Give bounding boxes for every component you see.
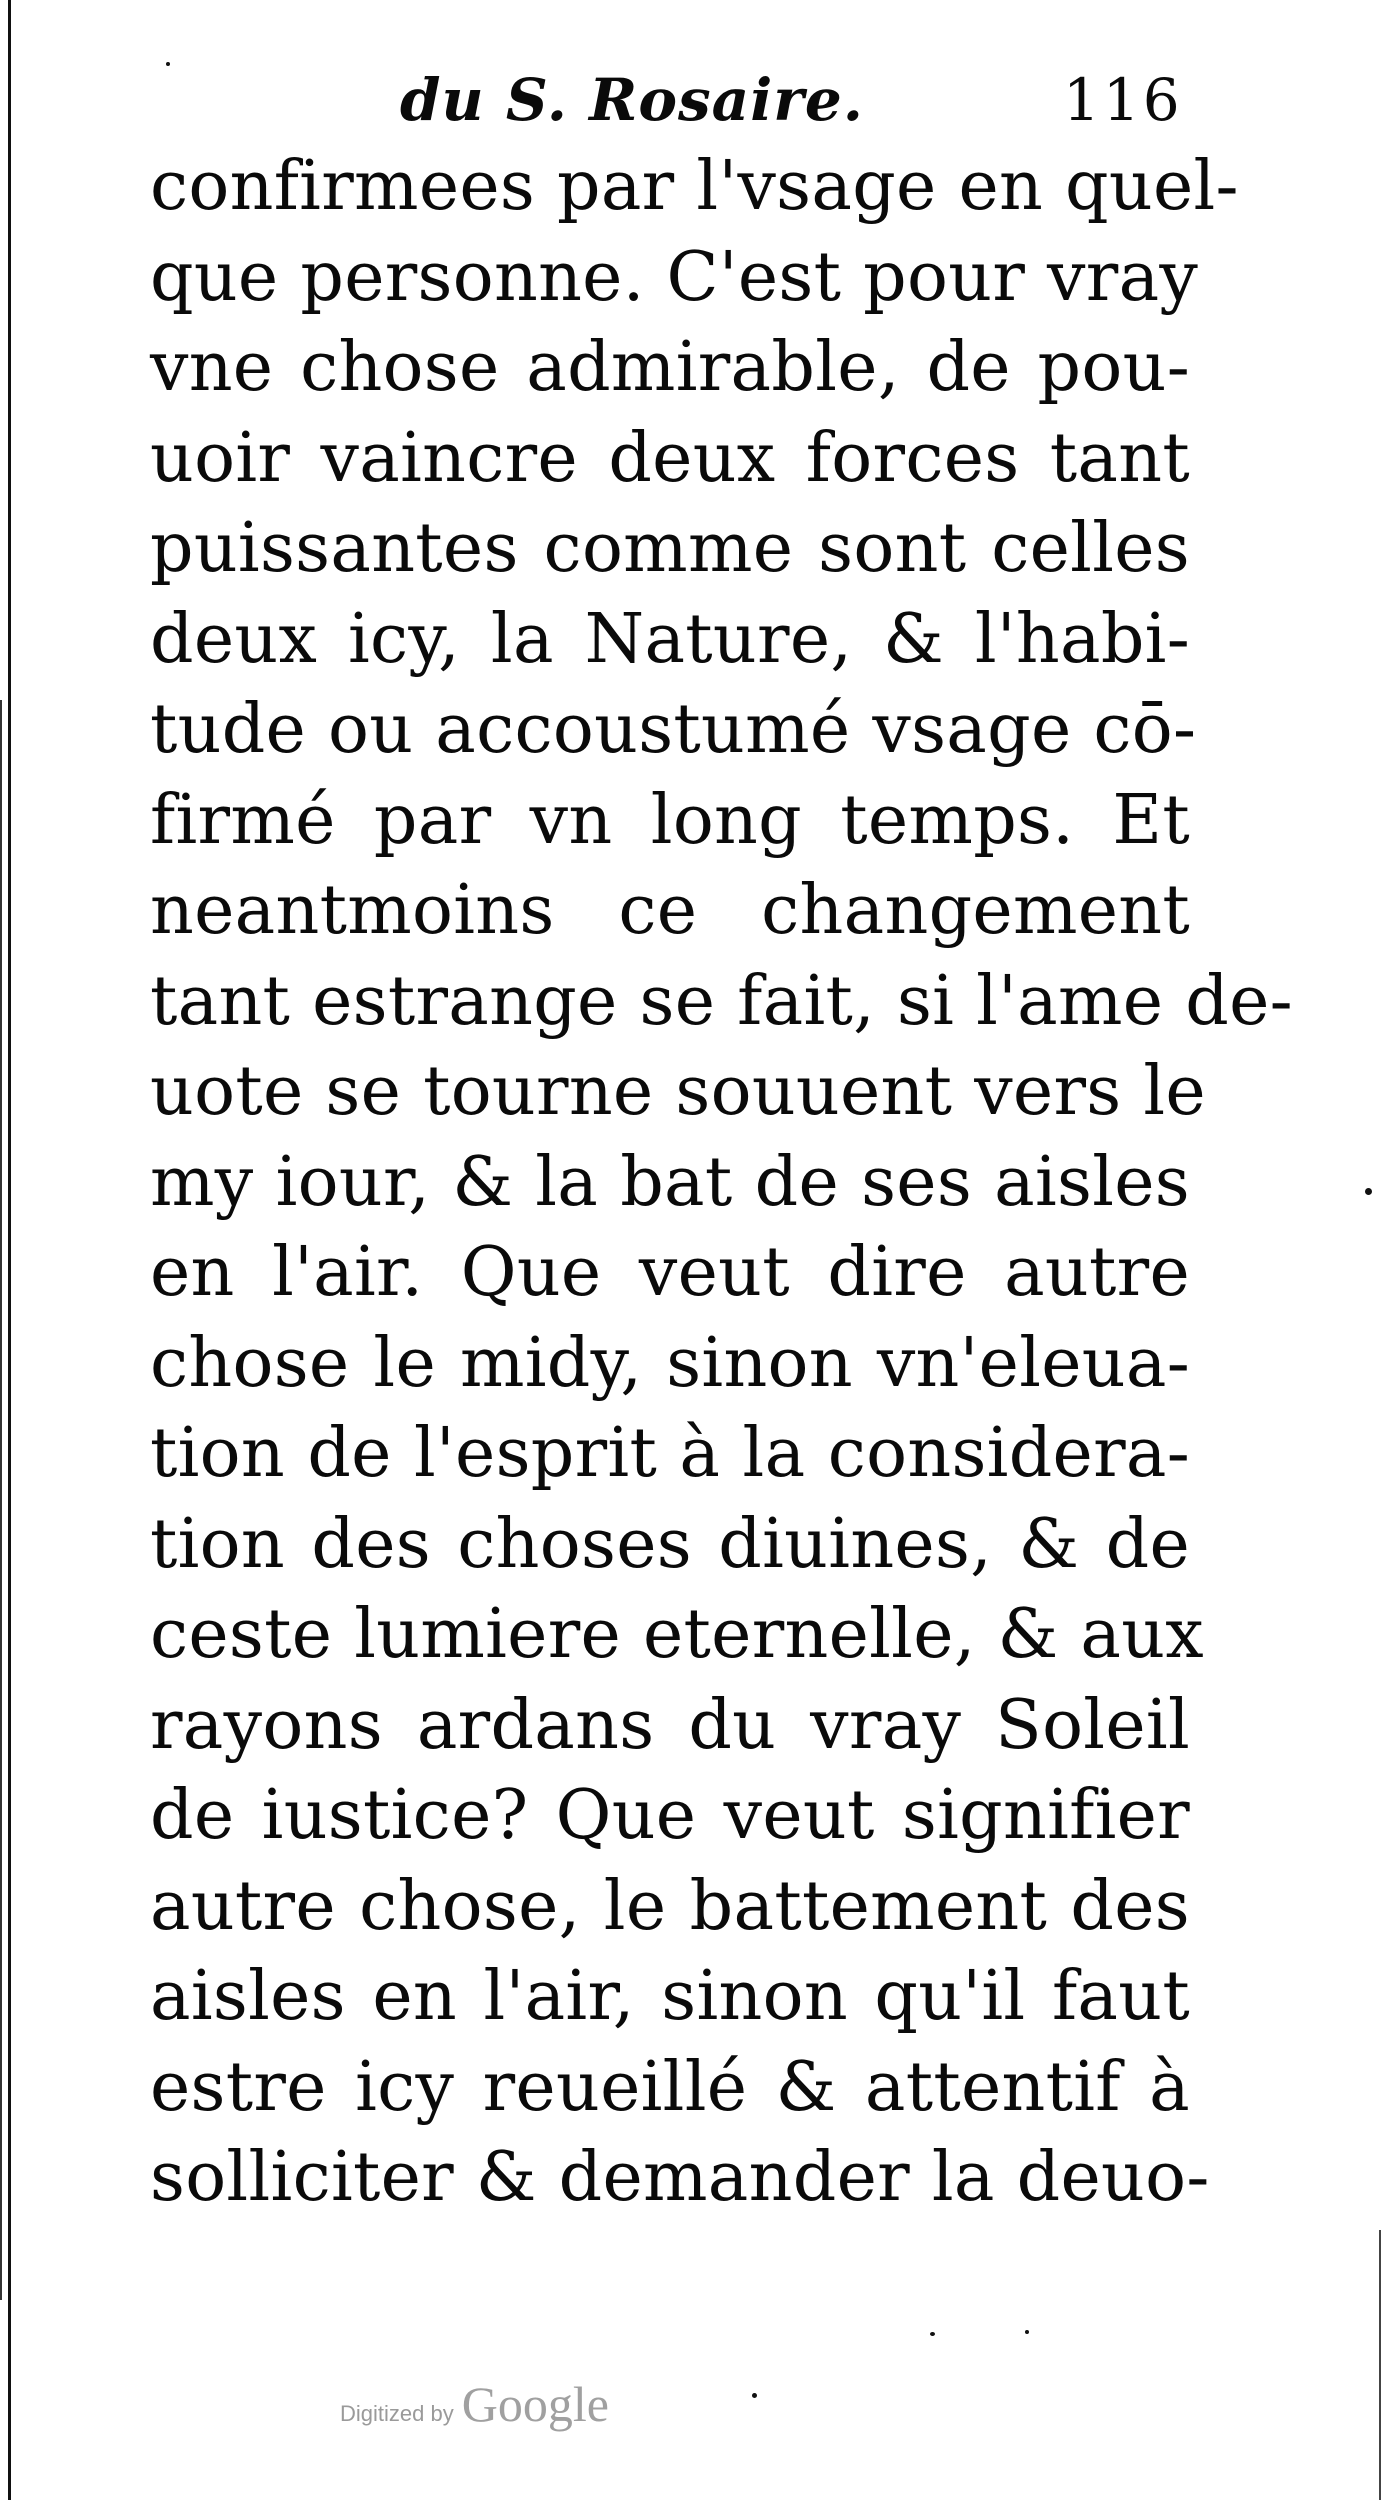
print-speck [752,2393,757,2398]
digitization-watermark [340,2375,609,2433]
text-line: uote se tourne souuent vers le [150,1052,1206,1131]
text-line: puissantes comme sont celles [150,509,1190,588]
body-text [150,142,1293,2224]
text-line: tant estrange se fait, si l'ame de- [150,961,1293,1041]
text-line: my iour, & la bat de ses aisles [150,1142,1190,1222]
text-line: solliciter & demander la deuo- [150,2138,1210,2217]
text-line: estre icy reueillé & attentif à [150,2047,1190,2127]
text-line: tude ou accoustumé vsage cō- [150,690,1197,769]
print-speck [1025,2330,1029,2334]
page-number: 116 [1063,66,1183,134]
text-line: autre chose, le battement des [150,1866,1190,1946]
print-speck [166,62,170,66]
google-logo: Google [461,2376,609,2432]
page-edge-right [1379,2230,1381,2500]
text-line: en l'air. Que veut dire autre [150,1233,1190,1312]
text-line: de iustice? Que veut signifier [150,1776,1190,1855]
text-line: deux icy, la Nature, & l'habi- [150,599,1190,679]
text-line: rayons ardans du vray Soleil [150,1685,1190,1765]
text-line: tion de l'esprit à la considera- [150,1414,1190,1493]
binding-edge [8,0,11,2500]
text-line: ceste lumiere eternelle, & aux [150,1595,1204,1674]
text-line: firmé par vn long temps. Et [150,780,1190,860]
binding-edge-shadow [0,700,2,2300]
print-speck [930,2332,935,2336]
text-line: aisles en l'air, sinon qu'il faut [150,1957,1190,2036]
text-line: uoir vaincre deux forces tant [150,418,1190,498]
text-line: chose le midy, sinon vn'eleua- [150,1323,1190,1403]
text-line: tion des choses diuines, & de [150,1504,1190,1584]
text-line: que personne. C'est pour vray [150,237,1199,317]
running-title: du S. Rosaire. [400,66,864,134]
text-line: neantmoins ce changement [150,871,1190,950]
watermark-prefix: Digitized by [340,2401,454,2426]
print-speck [1365,1188,1372,1195]
text-line: vne chose admirable, de pou- [150,328,1190,407]
text-line: confirmees par l'vsage en quel- [150,147,1239,226]
